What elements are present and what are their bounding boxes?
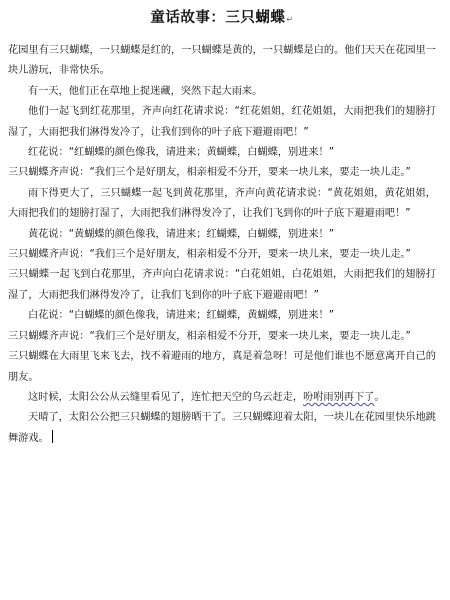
paragraph-5[interactable]: 三只蝴蝶齐声说：“我们三个是好朋友，相亲相爱不分开，要来一块儿来，要走一块儿走。” <box>8 167 411 179</box>
paragraph-8[interactable]: 三只蝴蝶齐声说：“我们三个是好朋友，相亲相爱不分开，要来一块儿来，要走一块儿走。” <box>8 249 411 261</box>
paragraph-6[interactable]: 雨下得更大了，三只蝴蝶一起飞到黄花那里，齐声向黄花请求说：“黄花姐姐，黄花姐姐，大雨把我们的翅膀打湿了，大雨把我们淋得发冷了，让我们飞到你的叶子底下避避雨吧！” <box>8 187 436 220</box>
spellcheck-underlined-text[interactable]: 吩咐雨别再下了 <box>303 391 375 403</box>
paragraph-13-text-start: 这时候，太阳公公从云缝里看见了，连忙把天空的乌云赶走， <box>28 391 304 403</box>
paragraph-11[interactable]: 三只蝴蝶齐声说：“我们三个是好朋友，相亲相爱不分开，要来一块儿来，要走一块儿走。” <box>8 330 411 342</box>
paragraph-4[interactable]: 红花说：“红蝴蝶的颜色像我，请进来；黄蝴蝶，白蝴蝶，别进来！” <box>28 147 334 159</box>
paragraph-12[interactable]: 三只蝴蝶在大雨里飞来飞去，找不着避雨的地方，真是着急呀！可是他们谁也不愿意离开自己的朋友。 <box>8 351 436 383</box>
paragraph-10[interactable]: 白花说：“白蝴蝶的颜色像我，请进来；红蝴蝶，黄蝴蝶，别进来！” <box>28 310 334 322</box>
paragraph-7[interactable]: 黄花说：“黄蝴蝶的颜色像我，请进来；红蝴蝶，白蝴蝶，别进来！” <box>28 228 334 240</box>
paragraph-13[interactable] <box>8 388 436 408</box>
paragraph-13-text-end: 。 <box>374 391 385 403</box>
paragraph-2[interactable]: 有一天，他们正在草地上捉迷藏，突然下起大雨来。 <box>28 85 263 97</box>
paragraph-9[interactable]: 三只蝴蝶一起飞到白花那里，齐声向白花请求说：“白花姐姐，白花姐姐，大雨把我们的翅膀打湿了，大雨把我们淋得发冷了，让我们飞到你的叶子底下避避雨吧！” <box>8 269 436 301</box>
title-text: 童话故事：三只蝴蝶 <box>150 10 286 26</box>
document-title <box>8 8 436 30</box>
paragraph-14[interactable] <box>8 408 436 449</box>
paragraph-mark-icon: ↵ <box>286 15 294 24</box>
paragraph-3[interactable]: 他们一起飞到红花那里，齐声向红花请求说：“红花姐姐，红花姐姐，大雨把我们的翅膀打湿了，大雨把我们淋得发冷了，让我们到你的叶子底下避避雨吧！” <box>8 106 436 138</box>
text-cursor <box>52 430 53 443</box>
paragraph-1[interactable]: 花园里有三只蝴蝶，一只蝴蝶是红的，一只蝴蝶是黄的，一只蝴蝶是白的。他们天天在花园里一块儿游玩，非常快乐。 <box>8 45 436 77</box>
paragraph-14-text: 天晴了，太阳公公把三只蝴蝶的翅膀晒干了。三只蝴蝶迎着太阳，一块儿在花园里快乐地跳舞游戏。 <box>8 412 436 444</box>
